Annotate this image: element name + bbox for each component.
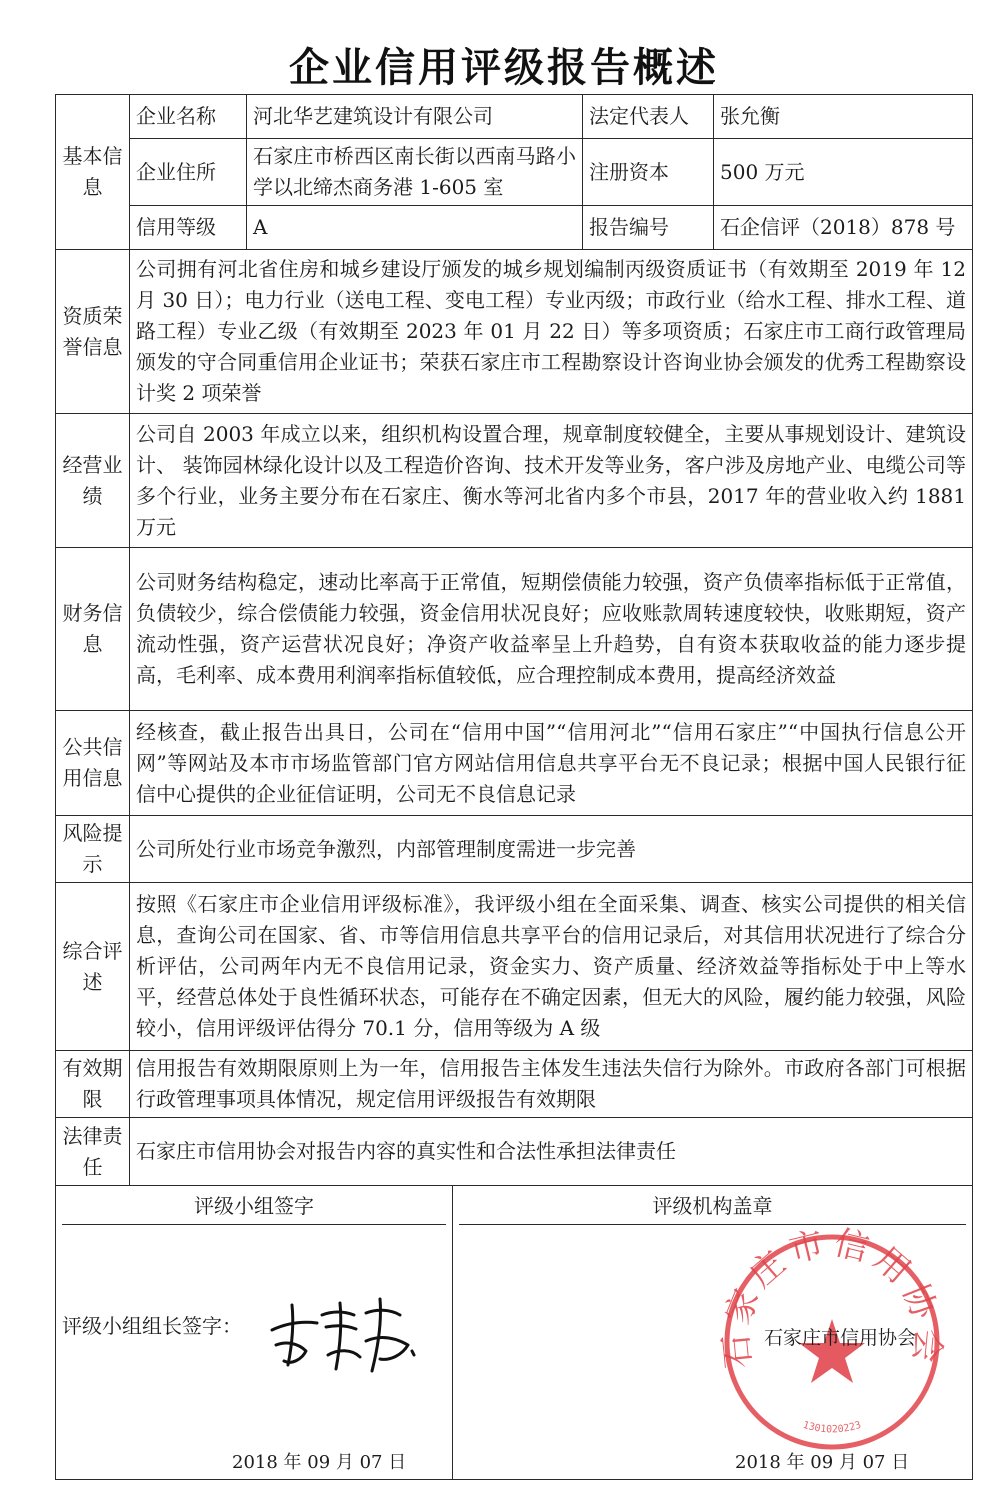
svg-text:1301020223 [801, 1420, 862, 1436]
financial-text: 公司财务结构稳定，速动比率高于正常值，短期偿债能力较强，资产负债率指标低于正常值，负债较少，综合偿债能力较强，资金信用状况良好；应收账款周转速度较快，收账期短，资产流动性强，资产运营状况良好；净资产收益率呈上升趋势，自有资本获取收益的能力逐步提高，毛利率、成本费用利润率指标值较低，应合理控制成本费用，提高经济效益 [130, 548, 973, 711]
row-summary [56, 883, 973, 1051]
legal-label: 法律责任 [56, 1118, 130, 1186]
summary-text: 按照《石家庄市企业信用评级标准》，我评级小组在全面采集、调查、核实公司提供的相关信息，查询公司在国家、省、市等信用信息共享平台的信用记录后，对其信用状况进行了综合分析评估，公司两年内无不良信用记录，资金实力、资产质量、经济效益等指标处于中上等水平，经营总体处于良性循环状态，可能存在不确定因素，但无大的风险，履约能力较强，风险较小，信用评级评估得分 70.1 分，信用等级为 A 级 [130, 883, 973, 1051]
credit-grade-label: 信用等级 [130, 206, 247, 250]
org-name: 石家庄市信用协会 [764, 1327, 917, 1349]
org-seal-header: 评级机构盖章 [459, 1188, 966, 1225]
group-sign-header: 评级小组签字 [62, 1188, 446, 1225]
group-sign-body [62, 1225, 446, 1477]
row-validity [56, 1051, 973, 1118]
qualification-text: 公司拥有河北省住房和城乡建设厅颁发的城乡规划编制丙级资质证书（有效期至 2019 年 12 月 30 日）；电力行业（送电工程、变电工程）专业丙级；市政行业（给水工程、排水工程、道路工程）专业乙级（有效期至 2023 年 01 月 22 日）等多项资质；石家庄市工商行政管理局颁发的守合同重信用企业证书；荣获石家庄市工程勘察设计咨询业协会颁发的优秀工程勘察设计奖 2 项荣誉 [130, 250, 973, 414]
leader-sign-label: 评级小组组长签字： [62, 1314, 242, 1338]
address-value: 石家庄市桥西区南长街以西南马路小学以北缔杰商务港 1-605 室 [247, 139, 583, 206]
group-sign-cell [56, 1186, 453, 1480]
org-seal-body [459, 1222, 966, 1477]
org-seal-cell [453, 1186, 973, 1480]
company-name-value: 河北华艺建筑设计有限公司 [247, 95, 583, 139]
report-no-value: 石企信评（2018）878 号 [714, 206, 973, 250]
row-company-name [56, 95, 973, 139]
risk-text: 公司所处行业市场竞争激烈，内部管理制度需进一步完善 [130, 816, 973, 883]
performance-label: 经营业绩 [56, 414, 130, 548]
validity-text: 信用报告有效期限原则上为一年，信用报告主体发生违法失信行为除外。市政府各部门可根据行政管理事项具体情况，规定信用评级报告有效期限 [130, 1051, 973, 1118]
row-public-credit [56, 711, 973, 816]
credit-grade-value: A [247, 206, 583, 250]
row-signature [56, 1186, 973, 1480]
row-financial [56, 548, 973, 711]
handwritten-signature [262, 1285, 432, 1375]
seal-ring-text: 石家庄市信用协会 [715, 1222, 949, 1371]
public-credit-label: 公共信用信息 [56, 711, 130, 816]
performance-text: 公司自 2003 年成立以来，组织机构设置合理，规章制度较健全，主要从事规划设计、建筑设计、 装饰园林绿化设计以及工程造价咨询、技术开发等业务，客户涉及房地产业、电缆公司等多个行业，业务主要分布在石家庄、衡水等河北省内多个市县，2017 年的营业收入约 1881 万元 [130, 414, 973, 548]
row-legal [56, 1118, 973, 1186]
sign-date: 2018 年 09 月 07 日 [232, 1452, 407, 1473]
seal-serial: 1301020223 [801, 1419, 863, 1436]
org-date: 2018 年 09 月 07 日 [735, 1452, 910, 1473]
address-label: 企业住所 [130, 139, 247, 206]
risk-label: 风险提示 [56, 816, 130, 883]
basic-info-label: 基本信息 [56, 95, 130, 250]
report-table [55, 94, 973, 1480]
page-title: 企业信用评级报告概述 [289, 45, 719, 91]
row-risk [56, 816, 973, 883]
legal-rep-value: 张允衡 [714, 95, 973, 139]
row-credit-grade [56, 206, 973, 250]
row-address [56, 139, 973, 206]
public-credit-text: 经核查，截止报告出具日，公司在“信用中国”“信用河北”“信用石家庄”“中国执行信息公开网”等网站及本市市场监管部门官方网站信用信息共享平台无不良记录；根据中国人民银行征信中心提供的企业征信证明，公司无不良信息记录 [130, 711, 973, 816]
company-name-label: 企业名称 [130, 95, 247, 139]
report-no-label: 报告编号 [583, 206, 714, 250]
row-qualification [56, 250, 973, 414]
row-performance [56, 414, 973, 548]
summary-label: 综合评述 [56, 883, 130, 1051]
financial-label: 财务信息 [56, 548, 130, 711]
legal-text: 石家庄市信用协会对报告内容的真实性和合法性承担法律责任 [130, 1118, 973, 1186]
qualification-label: 资质荣誉信息 [56, 250, 130, 414]
validity-label: 有效期限 [56, 1051, 130, 1118]
capital-label: 注册资本 [583, 139, 714, 206]
capital-value: 500 万元 [714, 139, 973, 206]
legal-rep-label: 法定代表人 [583, 95, 714, 139]
